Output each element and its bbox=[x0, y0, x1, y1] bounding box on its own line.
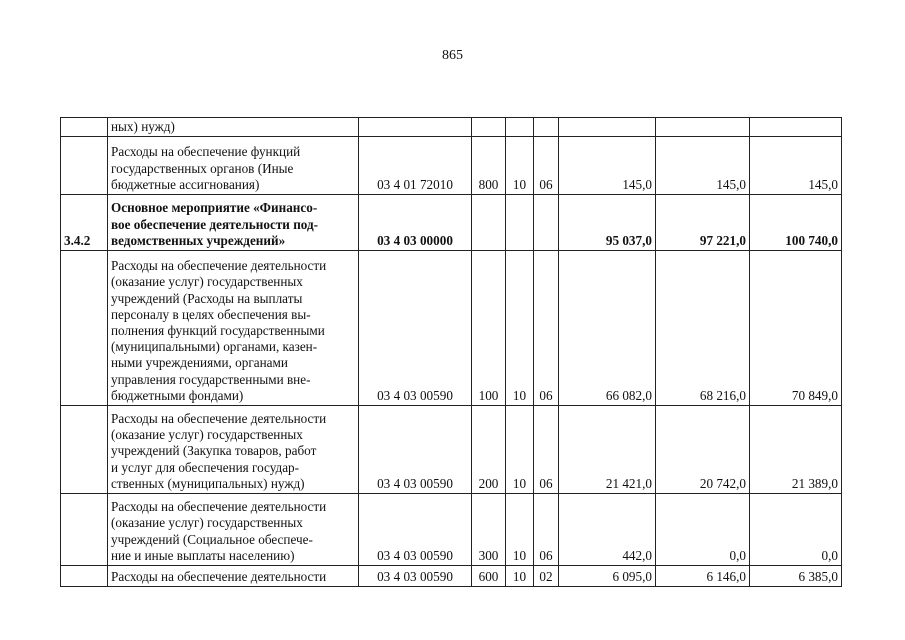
table-row bbox=[61, 494, 842, 566]
description-line: ными учреждениями, органами bbox=[111, 355, 288, 371]
description-line: ние и иные выплаты населению) bbox=[111, 547, 295, 563]
description-line: учреждений (Социальное обеспече- bbox=[111, 531, 313, 547]
row-number bbox=[61, 251, 108, 406]
page-number: 865 bbox=[442, 48, 463, 63]
description-line: (муниципальными) органами, казен- bbox=[111, 339, 318, 355]
description-line: государственных органов (Иные bbox=[111, 160, 294, 176]
description-line: учреждений (Закупка товаров, работ bbox=[111, 443, 317, 459]
table-row bbox=[61, 251, 842, 406]
row-number bbox=[61, 118, 108, 137]
section-code: 10 bbox=[506, 251, 534, 406]
target-article-code: 03 4 03 00590 bbox=[359, 566, 472, 587]
budget-table bbox=[60, 117, 842, 587]
amount-year-1: 6 095,0 bbox=[559, 566, 656, 587]
amount-year-1 bbox=[559, 118, 656, 137]
amount-year-1: 21 421,0 bbox=[559, 406, 656, 494]
row-description bbox=[108, 118, 359, 137]
subsection-code: 06 bbox=[534, 251, 559, 406]
table-row bbox=[61, 195, 842, 251]
target-article-code: 03 4 03 00590 bbox=[359, 406, 472, 494]
amount-year-2: 97 221,0 bbox=[656, 195, 750, 251]
amount-year-1: 95 037,0 bbox=[559, 195, 656, 251]
row-description bbox=[108, 195, 359, 251]
section-code bbox=[506, 118, 534, 137]
amount-year-2 bbox=[656, 118, 750, 137]
subsection-code bbox=[534, 118, 559, 137]
amount-year-3: 0,0 bbox=[750, 494, 842, 566]
expense-type-code: 300 bbox=[472, 494, 506, 566]
expense-type-code: 800 bbox=[472, 137, 506, 195]
section-code: 10 bbox=[506, 137, 534, 195]
description-line: Расходы на обеспечение деятельности bbox=[111, 410, 327, 426]
amount-year-2: 6 146,0 bbox=[656, 566, 750, 587]
expense-type-code: 200 bbox=[472, 406, 506, 494]
expense-type-code bbox=[472, 195, 506, 251]
description-line: Основное мероприятие «Финансо- bbox=[111, 200, 318, 216]
target-article-code: 03 4 03 00590 bbox=[359, 494, 472, 566]
amount-year-2: 0,0 bbox=[656, 494, 750, 566]
description-line: учреждений (Расходы на выплаты bbox=[111, 290, 303, 306]
subsection-code: 06 bbox=[534, 494, 559, 566]
target-article-code: 03 4 01 72010 bbox=[359, 137, 472, 195]
description-line: (оказание услуг) государственных bbox=[111, 274, 303, 290]
amount-year-3: 21 389,0 bbox=[750, 406, 842, 494]
subsection-code: 06 bbox=[534, 406, 559, 494]
description-line: бюджетные ассигнования) bbox=[111, 176, 260, 192]
description-line: Расходы на обеспечение деятельности bbox=[111, 568, 327, 584]
description-line: ных) нужд) bbox=[111, 118, 175, 134]
amount-year-2: 145,0 bbox=[656, 137, 750, 195]
row-description bbox=[108, 406, 359, 494]
row-number bbox=[61, 566, 108, 587]
description-line: ственных (муниципальных) нужд) bbox=[111, 475, 305, 491]
subsection-code bbox=[534, 195, 559, 251]
description-line: Расходы на обеспечение функций bbox=[111, 144, 301, 160]
description-line: Расходы на обеспечение деятельности bbox=[111, 258, 327, 274]
amount-year-3: 145,0 bbox=[750, 137, 842, 195]
amount-year-3: 100 740,0 bbox=[750, 195, 842, 251]
amount-year-1: 442,0 bbox=[559, 494, 656, 566]
row-description bbox=[108, 566, 359, 587]
row-description bbox=[108, 137, 359, 195]
table-row bbox=[61, 137, 842, 195]
section-code bbox=[506, 195, 534, 251]
description-line: персоналу в целях обеспечения вы- bbox=[111, 306, 311, 322]
description-line: Расходы на обеспечение деятельности bbox=[111, 499, 327, 515]
amount-year-1: 66 082,0 bbox=[559, 251, 656, 406]
amount-year-3: 6 385,0 bbox=[750, 566, 842, 587]
row-number: 3.4.2 bbox=[61, 195, 108, 251]
expense-type-code bbox=[472, 118, 506, 137]
target-article-code bbox=[359, 118, 472, 137]
row-number bbox=[61, 406, 108, 494]
subsection-code: 06 bbox=[534, 137, 559, 195]
section-code: 10 bbox=[506, 406, 534, 494]
subsection-code: 02 bbox=[534, 566, 559, 587]
section-code: 10 bbox=[506, 494, 534, 566]
description-line: вое обеспечение деятельности под- bbox=[111, 216, 319, 232]
target-article-code: 03 4 03 00000 bbox=[359, 195, 472, 251]
description-line: (оказание услуг) государственных bbox=[111, 515, 303, 531]
section-code: 10 bbox=[506, 566, 534, 587]
row-description bbox=[108, 494, 359, 566]
description-line: (оказание услуг) государственных bbox=[111, 427, 303, 443]
description-line: бюджетными фондами) bbox=[111, 387, 244, 403]
description-line: ведомственных учреждений» bbox=[111, 232, 286, 248]
row-number bbox=[61, 137, 108, 195]
table-row bbox=[61, 406, 842, 494]
table-row bbox=[61, 566, 842, 587]
amount-year-1: 145,0 bbox=[559, 137, 656, 195]
table-row bbox=[61, 118, 842, 137]
description-line: управления государственными вне- bbox=[111, 371, 311, 387]
expense-type-code: 600 bbox=[472, 566, 506, 587]
description-line: полнения функций государственными bbox=[111, 322, 325, 338]
row-number bbox=[61, 494, 108, 566]
row-description bbox=[108, 251, 359, 406]
amount-year-3: 70 849,0 bbox=[750, 251, 842, 406]
expense-type-code: 100 bbox=[472, 251, 506, 406]
amount-year-3 bbox=[750, 118, 842, 137]
target-article-code: 03 4 03 00590 bbox=[359, 251, 472, 406]
amount-year-2: 68 216,0 bbox=[656, 251, 750, 406]
amount-year-2: 20 742,0 bbox=[656, 406, 750, 494]
description-line: и услуг для обеспечения государ- bbox=[111, 459, 300, 475]
